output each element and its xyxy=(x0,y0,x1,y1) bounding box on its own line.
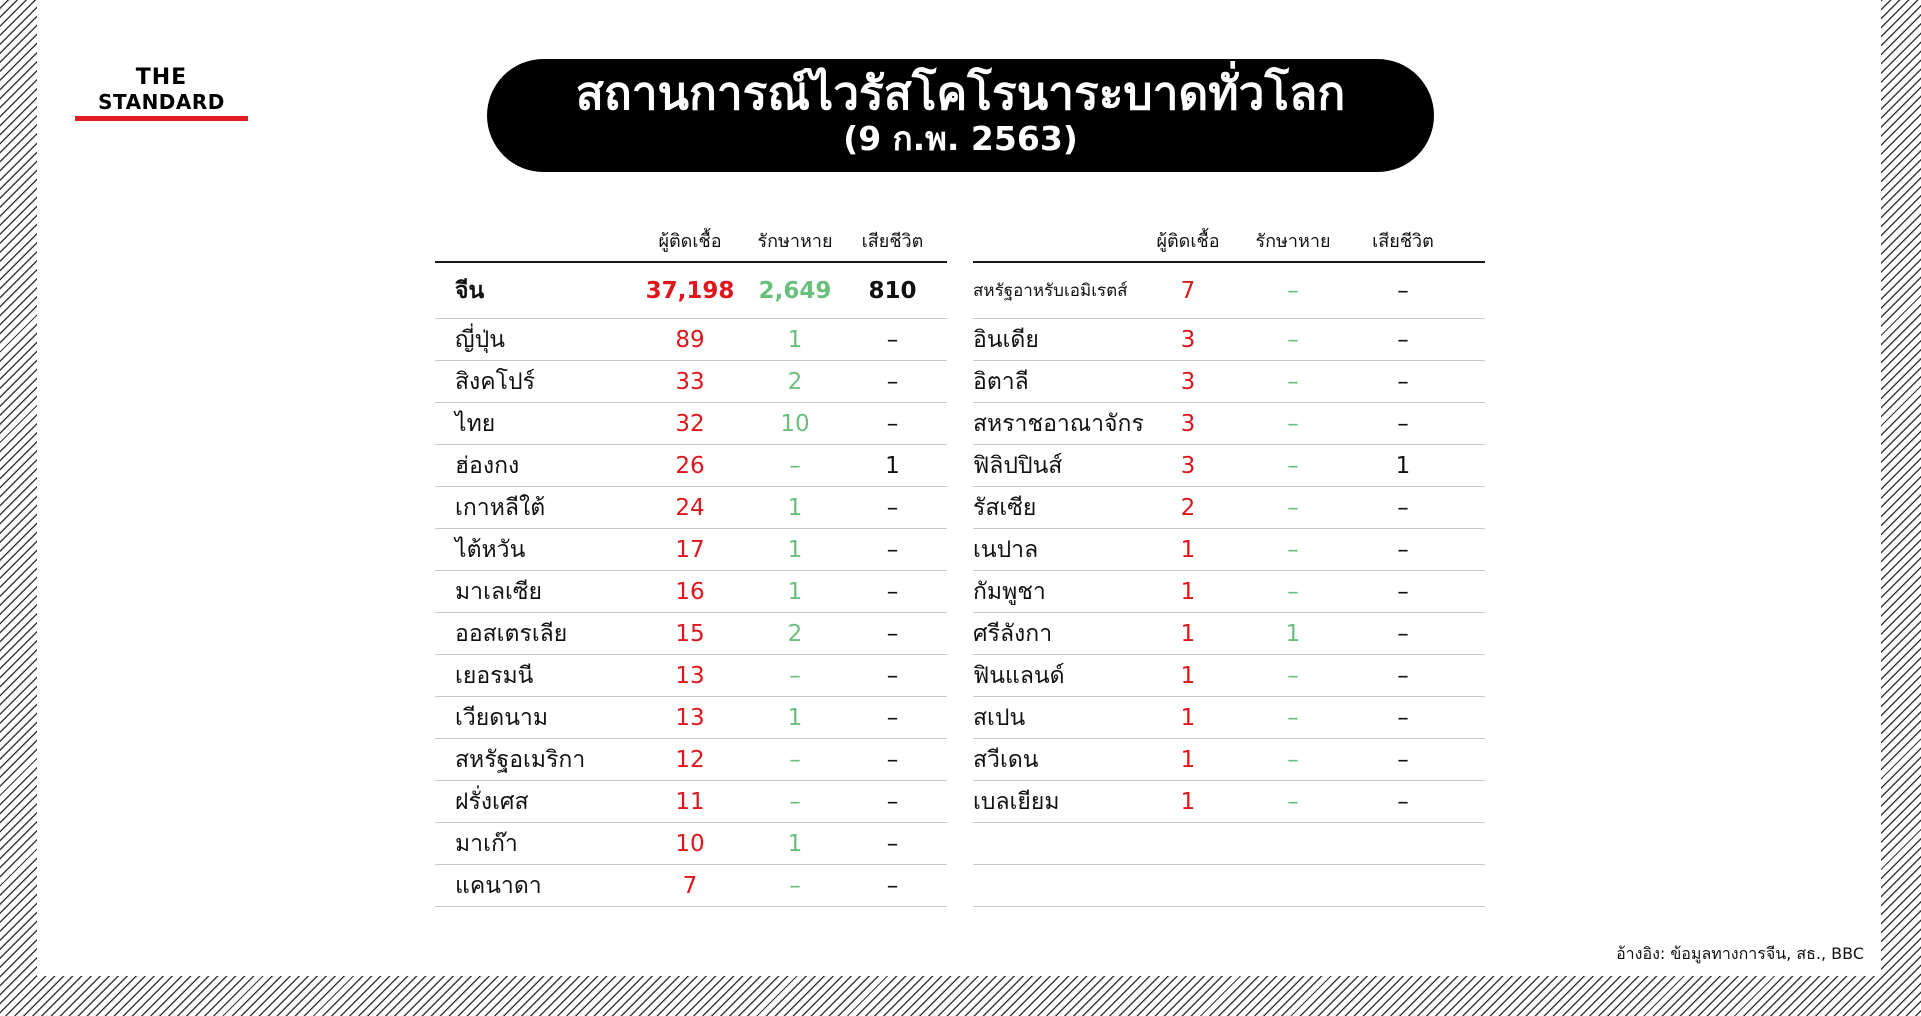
table-row xyxy=(973,319,1485,361)
table-row xyxy=(435,361,947,403)
country-name: สวีเดน xyxy=(973,746,1039,773)
deaths-count: – xyxy=(886,830,899,857)
table-header xyxy=(973,218,1485,263)
deaths-count: – xyxy=(886,704,899,731)
recovered-count: 2 xyxy=(787,620,803,647)
recovered-count: – xyxy=(1287,704,1299,731)
infected-count: 3 xyxy=(1180,410,1196,437)
deaths-count: 1 xyxy=(885,452,900,479)
deaths-count: – xyxy=(886,578,899,605)
country-name: สเปน xyxy=(973,704,1026,731)
infected-count: 12 xyxy=(675,746,705,773)
country-name: เนปาล xyxy=(973,536,1039,563)
logo-line-2: STANDARD xyxy=(98,90,225,114)
table-row xyxy=(973,263,1485,319)
recovered-count: – xyxy=(1287,326,1299,353)
infected-count: 89 xyxy=(675,326,705,353)
recovered-count: – xyxy=(1287,277,1299,304)
deaths-count: – xyxy=(886,662,899,689)
table-row xyxy=(435,655,947,697)
header-deaths: เสียชีวิต xyxy=(861,231,924,252)
table-row xyxy=(973,655,1485,697)
country-name: สหราชอาณาจักร xyxy=(973,410,1144,437)
table-row xyxy=(973,739,1485,781)
country-name: สหรัฐอเมริกา xyxy=(455,746,586,773)
country-name: เบลเยียม xyxy=(973,788,1060,815)
deaths-count: – xyxy=(886,620,899,647)
source-note: อ้างอิง: ข้อมูลทางการจีน, สธ., BBC xyxy=(1616,944,1864,963)
deaths-count: – xyxy=(1397,662,1409,689)
logo-line-1: THE xyxy=(135,65,188,90)
recovered-count: – xyxy=(1287,536,1299,563)
country-name: สหรัฐอาหรับเอมิเรตส์ xyxy=(973,281,1128,301)
table-row xyxy=(435,529,947,571)
infected-count xyxy=(1133,865,1243,906)
country-name: แคนาดา xyxy=(455,872,542,899)
table-row xyxy=(435,487,947,529)
table-row xyxy=(973,865,1485,907)
deaths-count xyxy=(1343,823,1463,864)
infected-count: 10 xyxy=(675,830,705,857)
infected-count: 24 xyxy=(675,494,705,521)
recovered-count: – xyxy=(1287,494,1299,521)
recovered-count: – xyxy=(789,452,801,479)
table-row xyxy=(435,613,947,655)
table-row xyxy=(973,445,1485,487)
deaths-count: – xyxy=(886,536,899,563)
infected-count: 1 xyxy=(1180,788,1196,815)
table-row xyxy=(435,403,947,445)
left-country-table xyxy=(435,218,947,907)
infected-count: 1 xyxy=(1180,746,1196,773)
recovered-count: 2,649 xyxy=(758,277,832,304)
recovered-count: 1 xyxy=(787,536,803,563)
infected-count: 1 xyxy=(1180,704,1196,731)
recovered-count: – xyxy=(1287,662,1299,689)
infected-count: 1 xyxy=(1180,620,1196,647)
recovered-count: – xyxy=(1287,410,1299,437)
deaths-count: – xyxy=(1397,494,1409,521)
table-row xyxy=(435,823,947,865)
country-name: ไทย xyxy=(455,410,496,437)
recovered-count: 1 xyxy=(787,326,803,353)
table-row xyxy=(973,487,1485,529)
recovered-count: – xyxy=(1287,578,1299,605)
recovered-count xyxy=(1243,865,1343,906)
country-name: ศรีลังกา xyxy=(973,620,1053,647)
infected-count: 15 xyxy=(675,620,705,647)
recovered-count: – xyxy=(1287,368,1299,395)
deaths-count: – xyxy=(1397,536,1409,563)
recovered-count xyxy=(1243,823,1343,864)
right-country-table xyxy=(973,218,1485,907)
deaths-count: – xyxy=(1397,326,1409,353)
header-infected: ผู้ติดเชื้อ xyxy=(658,231,722,252)
recovered-count: – xyxy=(1287,788,1299,815)
recovered-count: – xyxy=(1287,452,1299,479)
table-row xyxy=(973,403,1485,445)
recovered-count: – xyxy=(1287,746,1299,773)
deaths-count: – xyxy=(886,494,899,521)
table-row xyxy=(435,571,947,613)
infected-count: 26 xyxy=(675,452,705,479)
deaths-count: – xyxy=(1397,410,1409,437)
infected-count: 32 xyxy=(675,410,705,437)
deaths-count xyxy=(1343,865,1463,906)
recovered-count: – xyxy=(789,872,801,899)
table-row xyxy=(435,781,947,823)
infected-count: 16 xyxy=(675,578,705,605)
title-banner xyxy=(487,59,1434,172)
recovered-count: 1 xyxy=(787,578,803,605)
table-header xyxy=(435,218,947,263)
table-row xyxy=(435,445,947,487)
table-row xyxy=(435,697,947,739)
country-name: อิตาลี xyxy=(973,368,1029,395)
table-row xyxy=(435,865,947,907)
infected-count: 1 xyxy=(1180,536,1196,563)
country-name: กัมพูชา xyxy=(973,578,1046,605)
deaths-count: 1 xyxy=(1395,452,1411,479)
country-name: เยอรมนี xyxy=(455,662,534,689)
deaths-count: – xyxy=(886,410,899,437)
deaths-count: – xyxy=(1397,368,1409,395)
recovered-count: – xyxy=(789,746,801,773)
infected-count: 13 xyxy=(675,662,705,689)
recovered-count: 2 xyxy=(787,368,803,395)
recovered-count: 1 xyxy=(1285,620,1301,647)
deaths-count: – xyxy=(1397,746,1409,773)
header-recovered: รักษาหาย xyxy=(1255,231,1331,252)
infected-count: 7 xyxy=(1180,277,1196,304)
deaths-count: – xyxy=(1397,277,1409,304)
deaths-count: – xyxy=(886,872,899,899)
header-deaths: เสียชีวิต xyxy=(1372,231,1434,252)
table-row xyxy=(973,361,1485,403)
country-name: มาเก๊า xyxy=(455,830,518,857)
country-name: สิงคโปร์ xyxy=(455,368,535,395)
country-name: ฟินแลนด์ xyxy=(973,662,1065,689)
table-row xyxy=(973,823,1485,865)
recovered-count: 10 xyxy=(780,410,810,437)
infected-count: 37,198 xyxy=(645,277,735,304)
country-name: รัสเซีย xyxy=(973,494,1037,521)
logo-underline xyxy=(75,116,248,121)
recovered-count: – xyxy=(789,662,801,689)
country-name: มาเลเซีย xyxy=(455,578,542,605)
country-name: เกาหลีใต้ xyxy=(455,494,546,521)
infected-count: 11 xyxy=(675,788,705,815)
infected-count xyxy=(1133,823,1243,864)
recovered-count: – xyxy=(789,788,801,815)
country-name: ญี่ปุ่น xyxy=(455,326,505,353)
infected-count: 33 xyxy=(675,368,705,395)
infected-count: 3 xyxy=(1180,452,1196,479)
table-row xyxy=(435,319,947,361)
table-row xyxy=(973,571,1485,613)
country-name: ไต้หวัน xyxy=(455,536,526,563)
deaths-count: 810 xyxy=(868,277,917,304)
infected-count: 2 xyxy=(1180,494,1196,521)
country-name: จีน xyxy=(455,277,485,304)
header-infected: ผู้ติดเชื้อ xyxy=(1156,231,1220,252)
infected-count: 17 xyxy=(675,536,705,563)
table-row xyxy=(973,529,1485,571)
page-date: (9 ก.พ. 2563) xyxy=(843,119,1078,158)
deaths-count: – xyxy=(886,746,899,773)
infected-count: 13 xyxy=(675,704,705,731)
infected-count: 7 xyxy=(682,872,698,899)
deaths-count: – xyxy=(1397,704,1409,731)
deaths-count: – xyxy=(1397,620,1409,647)
country-name: ออสเตรเลีย xyxy=(455,620,568,647)
recovered-count: 1 xyxy=(787,494,803,521)
deaths-count: – xyxy=(1397,578,1409,605)
table-row xyxy=(973,613,1485,655)
the-standard-logo xyxy=(75,66,248,121)
deaths-count: – xyxy=(886,326,899,353)
recovered-count: 1 xyxy=(787,830,803,857)
country-name: เวียดนาม xyxy=(455,704,548,731)
infected-count: 1 xyxy=(1180,662,1196,689)
deaths-count: – xyxy=(886,368,899,395)
country-name: อินเดีย xyxy=(973,326,1039,353)
header-recovered: รักษาหาย xyxy=(757,231,833,252)
table-row xyxy=(973,781,1485,823)
country-name: ฝรั่งเศส xyxy=(455,788,529,815)
infected-count: 3 xyxy=(1180,368,1196,395)
deaths-count: – xyxy=(1397,788,1409,815)
country-name: ฮ่องกง xyxy=(455,452,520,479)
table-row xyxy=(435,263,947,319)
country-name: ฟิลิปปินส์ xyxy=(973,452,1063,479)
infected-count: 1 xyxy=(1180,578,1196,605)
infected-count: 3 xyxy=(1180,326,1196,353)
page-title: สถานการณ์ไวรัสโคโรนาระบาดทั่วโลก xyxy=(575,66,1346,120)
table-row xyxy=(973,697,1485,739)
table-row xyxy=(435,739,947,781)
deaths-count: – xyxy=(886,788,899,815)
recovered-count: 1 xyxy=(787,704,803,731)
